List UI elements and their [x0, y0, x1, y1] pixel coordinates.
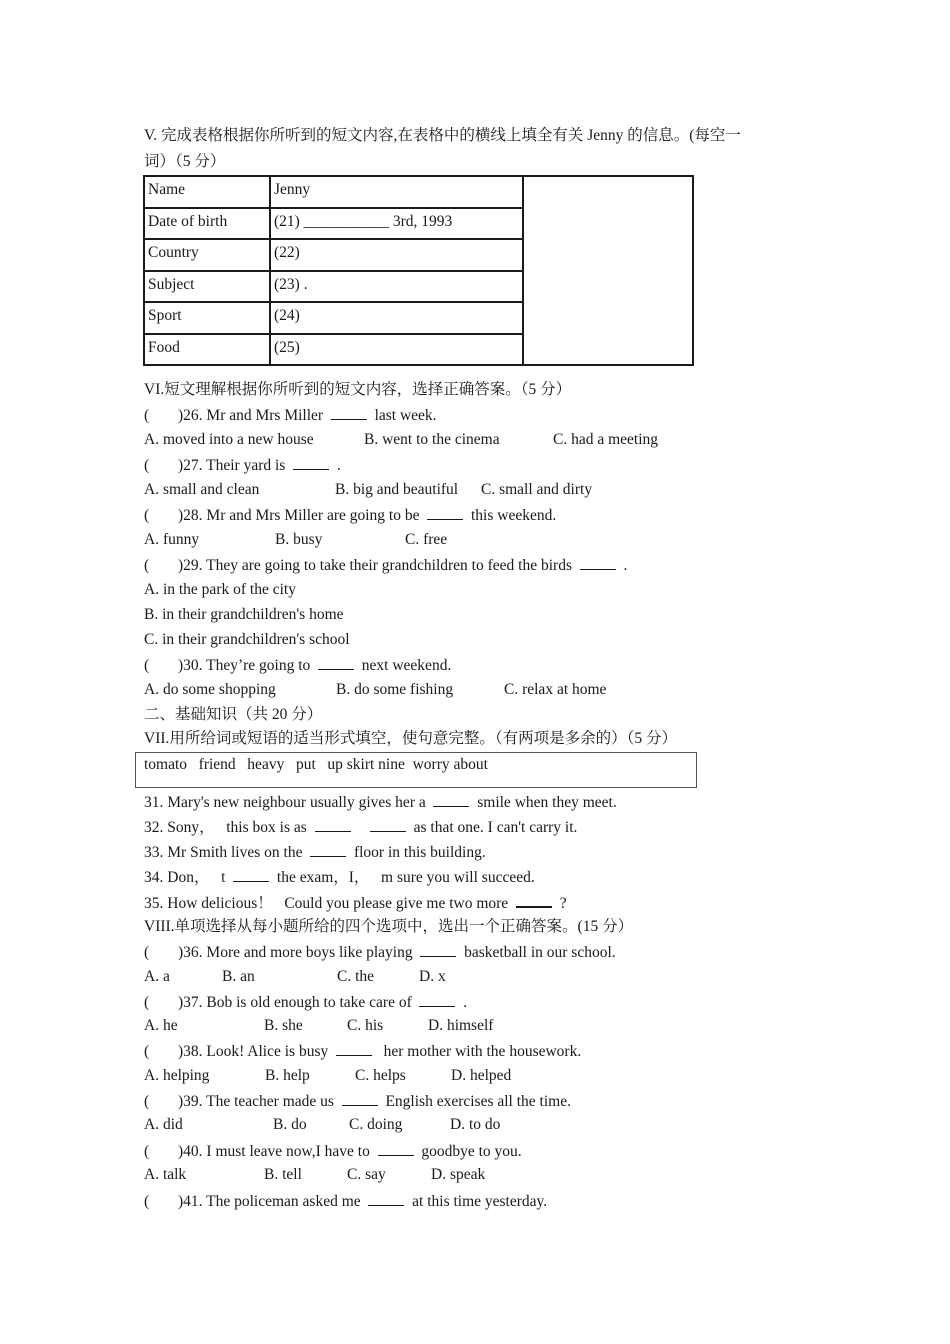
question-text: )29. They are going to take their grandchildren to feed the birds — [178, 557, 572, 574]
sentence-31 — [144, 792, 617, 813]
row-label: Country — [144, 239, 270, 271]
option-c: C. free — [405, 531, 448, 548]
option-a: A. he — [144, 1017, 178, 1034]
sentence-32 — [144, 817, 577, 838]
word-bank-box — [135, 752, 697, 788]
row-value: Jenny — [270, 176, 523, 208]
row-value: (25) — [270, 334, 523, 366]
answer-blank — [293, 455, 329, 470]
section-5-heading-cont: 词）（5 分） — [144, 153, 226, 170]
option-b: B. in their grandchildren's home — [144, 606, 344, 623]
option-a: A. talk — [144, 1166, 187, 1183]
row-label: Food — [144, 334, 270, 366]
option-d: D. helped — [451, 1067, 512, 1084]
answer-paren: ( — [144, 1043, 150, 1060]
answer-paren: ( — [144, 457, 150, 474]
question-text: )39. The teacher made us — [178, 1093, 334, 1110]
sentence-34 — [144, 867, 535, 888]
question-text: )26. Mr and Mrs Miller — [178, 407, 324, 424]
sentence-text-after: ? — [559, 895, 567, 912]
sentence-text: 34. Don， t — [144, 869, 226, 886]
question-text: )28. Mr and Mrs Miller are going to be — [178, 507, 420, 524]
answer-paren: ( — [144, 507, 150, 524]
question-text: )41. The policeman asked me — [178, 1193, 361, 1210]
option-b: B. do — [273, 1116, 307, 1133]
question-text-after: . — [623, 557, 628, 574]
answer-blank — [370, 817, 406, 832]
option-c: C. small and dirty — [481, 481, 593, 498]
option-a: A. small and clean — [144, 481, 260, 498]
option-c: C. relax at home — [504, 681, 607, 698]
question-26 — [144, 405, 437, 426]
row-value: (23) . — [270, 271, 523, 303]
answer-blank — [310, 842, 346, 857]
question-27 — [144, 455, 341, 476]
question-39 — [144, 1091, 571, 1112]
answer-blank — [419, 992, 455, 1007]
question-text: )37. Bob is old enough to take care of — [178, 994, 412, 1011]
option-c: C. in their grandchildren's school — [144, 631, 350, 648]
sentence-text-after: floor in this building. — [353, 844, 486, 861]
answer-paren: ( — [144, 944, 150, 961]
question-text-after: last week. — [374, 407, 437, 424]
answer-blank — [336, 1041, 372, 1056]
option-c: C. his — [347, 1017, 384, 1034]
option-d: D. x — [419, 968, 446, 985]
option-b: B. do some fishing — [336, 681, 454, 698]
question-text: )38. Look! Alice is busy — [178, 1043, 329, 1060]
question-28 — [144, 505, 556, 526]
option-b: B. an — [222, 968, 255, 985]
table-row — [144, 176, 693, 208]
question-text: )36. More and more boys like playing — [178, 944, 413, 961]
option-b: B. she — [264, 1017, 303, 1034]
option-a: A. a — [144, 968, 170, 985]
sentence-text: 35. How delicious！ Could you please give me two more — [144, 895, 509, 912]
question-40 — [144, 1141, 522, 1162]
option-c: C. helps — [355, 1067, 406, 1084]
answer-blank — [378, 1141, 414, 1156]
question-29 — [144, 555, 627, 576]
question-36 — [144, 942, 616, 963]
option-d: D. speak — [431, 1166, 486, 1183]
row-value: (21) ___________ 3rd, 1993 — [270, 208, 523, 240]
option-a: A. in the park of the city — [144, 581, 296, 598]
section-6-heading: VI.短文理解根据你所听到的短文内容，选择正确答案。（5 分） — [144, 381, 572, 398]
sentence-text-after: the exam，I， m sure you will succeed. — [276, 869, 535, 886]
answer-paren: ( — [144, 994, 150, 1011]
option-a: A. helping — [144, 1067, 210, 1084]
option-a: A. did — [144, 1116, 183, 1133]
option-a: A. do some shopping — [144, 681, 276, 698]
option-d: D. to do — [450, 1116, 501, 1133]
option-c: C. had a meeting — [553, 431, 659, 448]
sentence-text: 33. Mr Smith lives on the — [144, 844, 303, 861]
question-41 — [144, 1191, 547, 1212]
option-b: B. busy — [275, 531, 323, 548]
option-c: C. say — [347, 1166, 386, 1183]
answer-blank — [342, 1091, 378, 1106]
row-label: Sport — [144, 302, 270, 334]
option-c: C. doing — [349, 1116, 403, 1133]
option-a: A. moved into a new house — [144, 431, 314, 448]
question-37 — [144, 992, 467, 1013]
option-b: B. big and beautiful — [335, 481, 459, 498]
row-label: Name — [144, 176, 270, 208]
section-8-heading: VIII.单项选择从每小题所给的四个选项中，选出一个正确答案。(15 分） — [144, 918, 634, 935]
option-b: B. help — [265, 1067, 310, 1084]
sentence-text: 32. Sony， this box is as — [144, 819, 307, 836]
row-value: (22) — [270, 239, 523, 271]
answer-blank — [516, 892, 552, 908]
sentence-text-after: smile when they meet. — [477, 794, 617, 811]
answer-paren: ( — [144, 657, 150, 674]
empty-photo-cell — [523, 176, 693, 365]
question-text: )40. I must leave now,I have to — [178, 1143, 370, 1160]
sentence-text-after: as that one. I can't carry it. — [413, 819, 578, 836]
answer-paren: ( — [144, 407, 150, 424]
answer-paren: ( — [144, 1193, 150, 1210]
option-b: B. went to the cinema — [364, 431, 500, 448]
question-38 — [144, 1041, 581, 1062]
answer-paren: ( — [144, 1143, 150, 1160]
part-2-heading: 二、基础知识（共 20 分） — [144, 706, 323, 723]
sentence-text: 31. Mary's new neighbour usually gives her a — [144, 794, 426, 811]
row-value: (24) — [270, 302, 523, 334]
word-bank: tomato friend heavy put up skirt nine worry about — [144, 756, 488, 773]
section-5-heading: V. 完成表格根据你所听到的短文内容,在表格中的横线上填全有关 Jenny 的信息。(每空一 — [144, 127, 741, 144]
answer-blank — [580, 555, 616, 570]
question-text-after: basketball in our school. — [464, 944, 616, 961]
sentence-33 — [144, 842, 486, 863]
option-a: A. funny — [144, 531, 200, 548]
answer-blank — [315, 817, 351, 832]
question-text: )27. Their yard is — [178, 457, 286, 474]
question-text-after: at this time yesterday. — [412, 1193, 548, 1210]
answer-blank — [427, 505, 463, 520]
option-b: B. tell — [264, 1166, 302, 1183]
answer-paren: ( — [144, 1093, 150, 1110]
question-text-after: . — [336, 457, 341, 474]
question-text-after: next weekend. — [361, 657, 452, 674]
answer-blank — [318, 655, 354, 670]
question-text-after: . — [463, 994, 468, 1011]
section-7-heading: VII.用所给词或短语的适当形式填空，使句意完整。（有两项是多余的）（5 分） — [144, 730, 678, 747]
row-label: Subject — [144, 271, 270, 303]
answer-blank — [420, 942, 456, 957]
answer-blank — [368, 1191, 404, 1206]
option-c: C. the — [337, 968, 375, 985]
question-30 — [144, 655, 451, 676]
row-label: Date of birth — [144, 208, 270, 240]
answer-blank — [233, 867, 269, 882]
question-text: )30. They’re going to — [178, 657, 311, 674]
answer-paren: ( — [144, 557, 150, 574]
sentence-35 — [144, 892, 567, 914]
option-d: D. himself — [428, 1017, 494, 1034]
question-text-after: this weekend. — [471, 507, 557, 524]
question-text-after: her mother with the housework. — [383, 1043, 582, 1060]
answer-blank — [433, 792, 469, 807]
answer-blank — [331, 405, 367, 420]
question-text-after: goodbye to you. — [421, 1143, 522, 1160]
jenny-info-table — [143, 175, 694, 366]
question-text-after: English exercises all the time. — [385, 1093, 571, 1110]
